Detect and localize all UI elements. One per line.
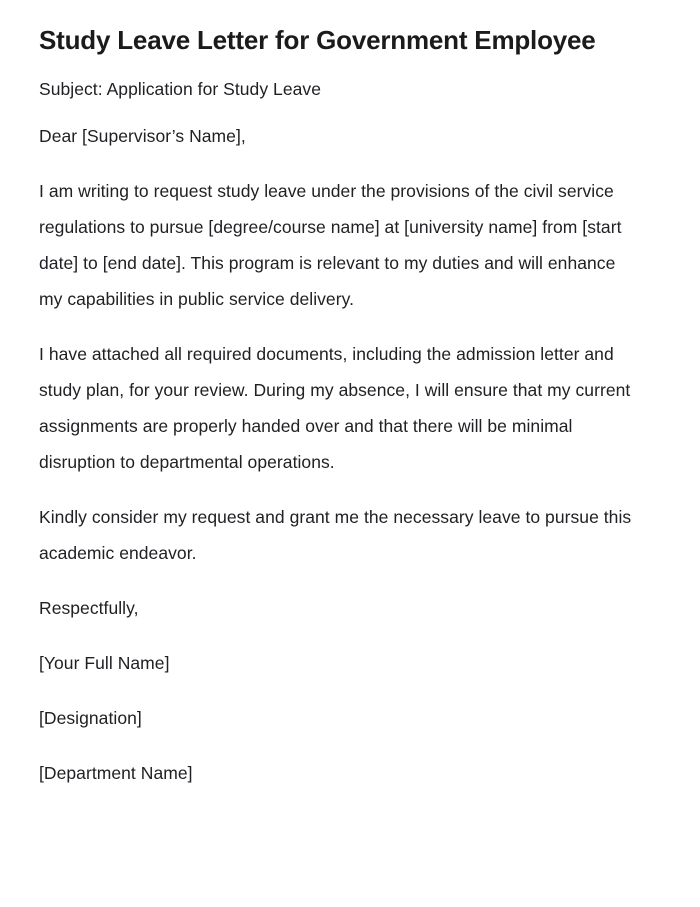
subject-line: Subject: Application for Study Leave xyxy=(39,79,321,99)
signature-designation-placeholder: [Designation] xyxy=(39,708,142,728)
salutation-line: Dear [Supervisor’s Name], xyxy=(39,126,246,146)
letter-signature-block xyxy=(39,571,633,791)
body-paragraph-3: Kindly consider my request and grant me the necessary leave to pursue this academic endeavor. xyxy=(39,507,632,563)
body-paragraph-2: I have attached all required documents, including the admission letter and study plan, for your review. During my absence, I will ensure that my current assignments are properly handed over and that there will be minimal disruption to departmental operations. xyxy=(39,344,631,472)
signature-department-placeholder: [Department Name] xyxy=(39,763,193,783)
page-title: Study Leave Letter for Government Employee xyxy=(39,25,596,55)
signature-name-placeholder: [Your Full Name] xyxy=(39,653,170,673)
letter-document xyxy=(39,0,633,791)
letter-body xyxy=(39,102,633,571)
body-paragraph-1: I am writing to request study leave under the provisions of the civil service regulations to pursue [degree/course name] at [university name] from [start date] to [end date]. This program is relevant to my duties and will enhance my capabilities in public service delivery. xyxy=(39,181,622,309)
closing-line: Respectfully, xyxy=(39,598,139,618)
